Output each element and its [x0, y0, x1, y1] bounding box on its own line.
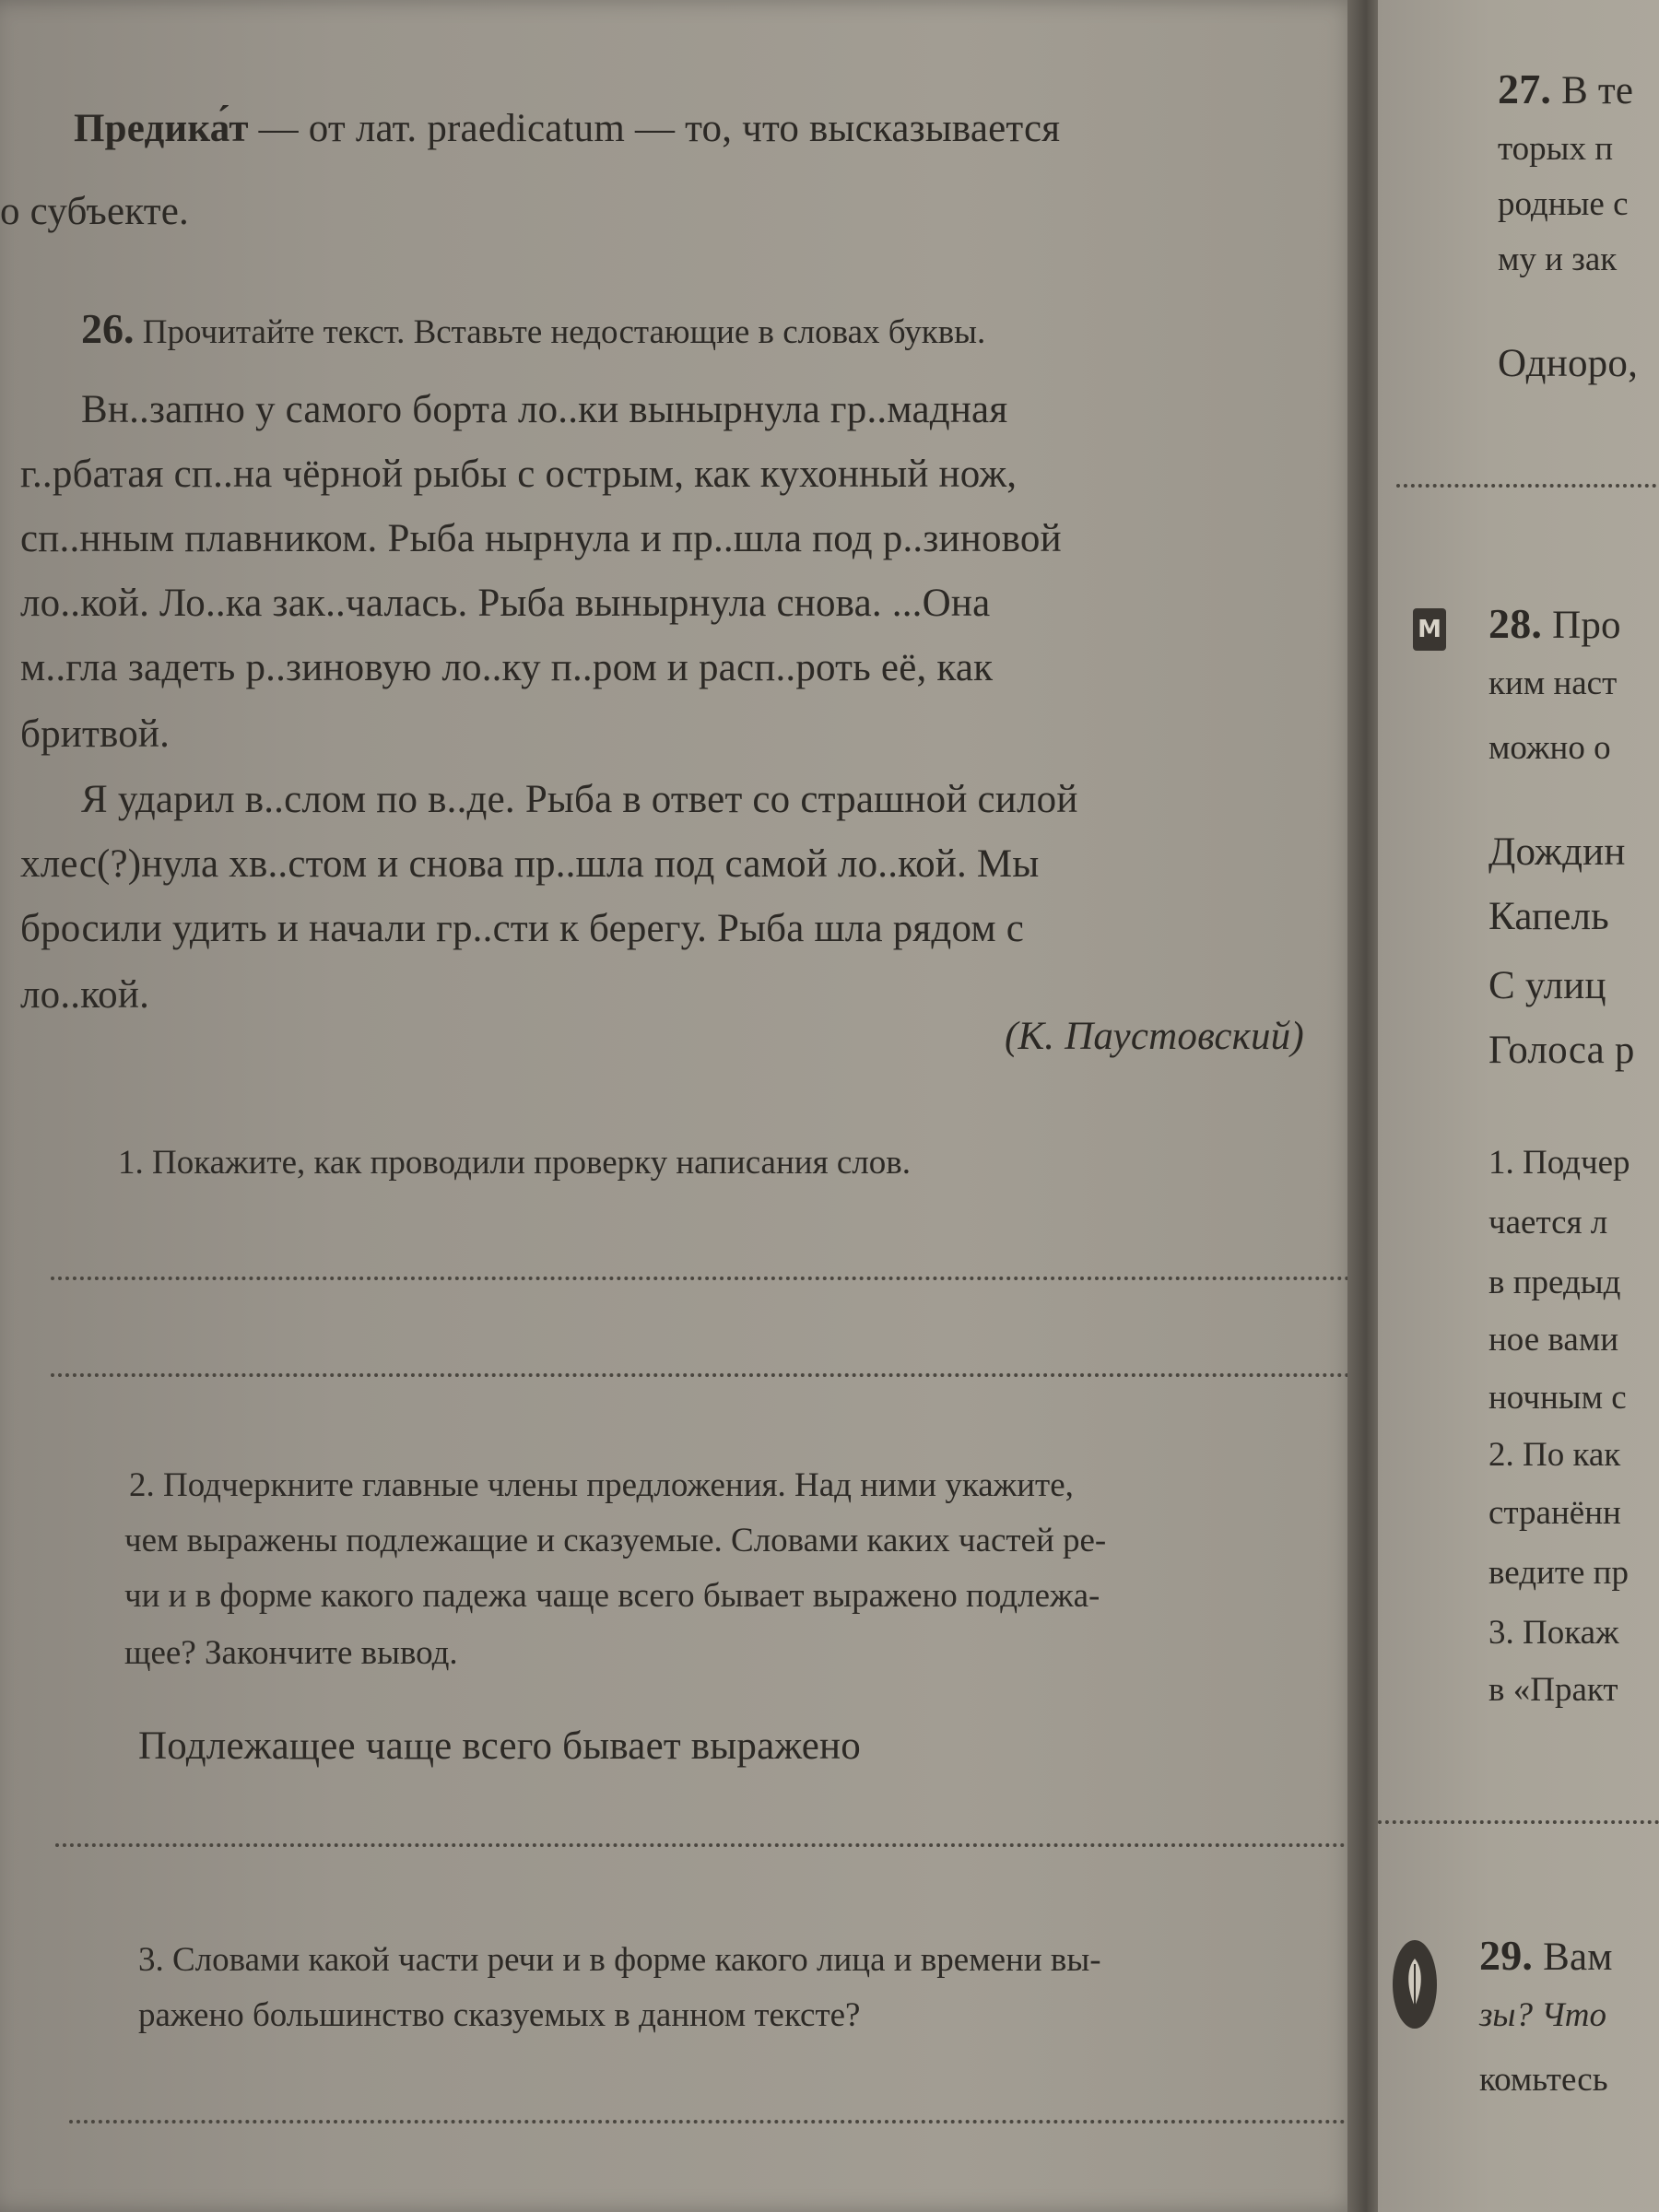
- text-line-1: Вн..запно у самого борта ло..ки вынырнула гр..мадная: [81, 388, 1008, 431]
- text-line-9: бросили удить и начали гр..сти к берегу. Рыба шла рядом с: [20, 907, 1024, 950]
- task-27-line-1: В те: [1561, 69, 1634, 112]
- task-28-q-line-3: в предыд: [1488, 1264, 1621, 1301]
- question-3-line-1: 3. Словами какой части речи и в форме какого лица и времени вы-: [138, 1941, 1101, 1979]
- task-29-line-1: зы? Что: [1479, 1996, 1606, 2034]
- method-badge-icon: М: [1413, 608, 1446, 651]
- task-26-number: 26.: [81, 305, 135, 352]
- text-line-5: м..гла задеть р..зиновую ло..ку п..ром и расп..роть её, как: [20, 646, 994, 689]
- task-29-head: Вам: [1543, 1936, 1613, 1979]
- author: (К. Паустовский): [1005, 1015, 1304, 1058]
- definition-text: — от лат. praedicatum — то, что высказывается: [248, 107, 1061, 150]
- text-line-3: сп..нным плавником. Рыба нырнула и пр..шла под р..зиновой: [20, 517, 1062, 560]
- pen-feather-icon: [1393, 1940, 1437, 2029]
- text-line-2: г..рбатая сп..на чёрной рыбы с острым, как кухонный нож,: [20, 453, 1018, 496]
- task-29-line-2: комьтесь: [1479, 2061, 1608, 2099]
- question-1: 1. Покажите, как проводили проверку написания слов.: [118, 1144, 911, 1182]
- task-28-q-line-6: 2. По как: [1488, 1436, 1621, 1474]
- question-2-line-3: чи и в форме какого падежа чаще всего бывает выражено подлежа-: [124, 1577, 1100, 1615]
- task-28-line-1: ким наст: [1488, 665, 1618, 702]
- task-29-number: 29.: [1479, 1932, 1534, 1979]
- task-27-line-3: родные с: [1498, 185, 1629, 223]
- answer-line-3[interactable]: [55, 1843, 1346, 1847]
- conclusion-prompt: Подлежащее чаще всего бывает выражено: [138, 1724, 861, 1768]
- text-line-8: хлес(?)нула хв..стом и снова пр..шла под самой ло..кой. Мы: [20, 842, 1040, 886]
- task-28-q-line-7: странённ: [1488, 1494, 1621, 1532]
- text-line-4: ло..кой. Ло..ка зак..чалась. Рыба вынырнула снова. ...Она: [20, 582, 991, 625]
- definition-term: Предика́т: [74, 107, 249, 150]
- question-2-line-1: 2. Подчеркните главные члены предложения. Над ними укажите,: [129, 1466, 1074, 1504]
- question-3-line-2: ражено большинство сказуемых в данном тексте?: [138, 1996, 861, 2034]
- definition-line-2: о субъекте.: [0, 190, 189, 233]
- task-27-number: 27.: [1498, 65, 1552, 112]
- task-28-header: [1488, 599, 1621, 648]
- poem-line-2: Капель: [1488, 895, 1609, 938]
- poem-line-3: С улиц: [1488, 964, 1606, 1007]
- task-28-q-line-9: 3. Покаж: [1488, 1614, 1619, 1652]
- task-28-q-line-2: чается л: [1488, 1204, 1608, 1241]
- task-29-header: [1479, 1931, 1613, 1980]
- text-line-6: бритвой.: [20, 712, 171, 756]
- poem-line-4: Голоса р: [1488, 1029, 1635, 1072]
- task-28-q-line-1: 1. Подчер: [1488, 1144, 1630, 1182]
- task-26-instruction: Прочитайте текст. Вставьте недостающие в словах буквы.: [142, 313, 986, 351]
- definition-line: [74, 106, 1060, 151]
- task-27-answer-start: Одноро,: [1498, 342, 1639, 385]
- task-27-line-4: му и зак: [1498, 241, 1618, 278]
- task-28-q-line-8: ведите пр: [1488, 1554, 1629, 1592]
- answer-line-1[interactable]: [51, 1277, 1350, 1280]
- task-28-answer-line[interactable]: [1378, 1820, 1659, 1824]
- task-28-head: Про: [1552, 604, 1621, 647]
- poem-line-1: Дождин: [1488, 830, 1626, 874]
- task-28-q-line-10: в «Практ: [1488, 1671, 1618, 1709]
- task-28-q-line-5: ночным с: [1488, 1379, 1627, 1417]
- right-page: [1378, 0, 1659, 2212]
- task-28-line-2: можно о: [1488, 729, 1611, 767]
- task-27-line-2: торых п: [1498, 130, 1614, 168]
- question-2-line-4: щее? Закончите вывод.: [124, 1634, 458, 1672]
- task-28-q-line-4: ное вами: [1488, 1321, 1619, 1359]
- text-line-10: ло..кой.: [20, 973, 150, 1017]
- task-27-header: [1498, 65, 1633, 113]
- task-27-answer-line[interactable]: [1396, 484, 1659, 488]
- task-28-number: 28.: [1488, 600, 1543, 647]
- text-line-7: Я ударил в..слом по в..де. Рыба в ответ со страшной силой: [81, 778, 1078, 821]
- task-26-header: [81, 304, 985, 353]
- question-2-line-2: чем выражены подлежащие и сказуемые. Словами каких частей ре-: [124, 1522, 1107, 1559]
- answer-line-2[interactable]: [51, 1373, 1350, 1377]
- answer-line-4[interactable]: [69, 2120, 1346, 2124]
